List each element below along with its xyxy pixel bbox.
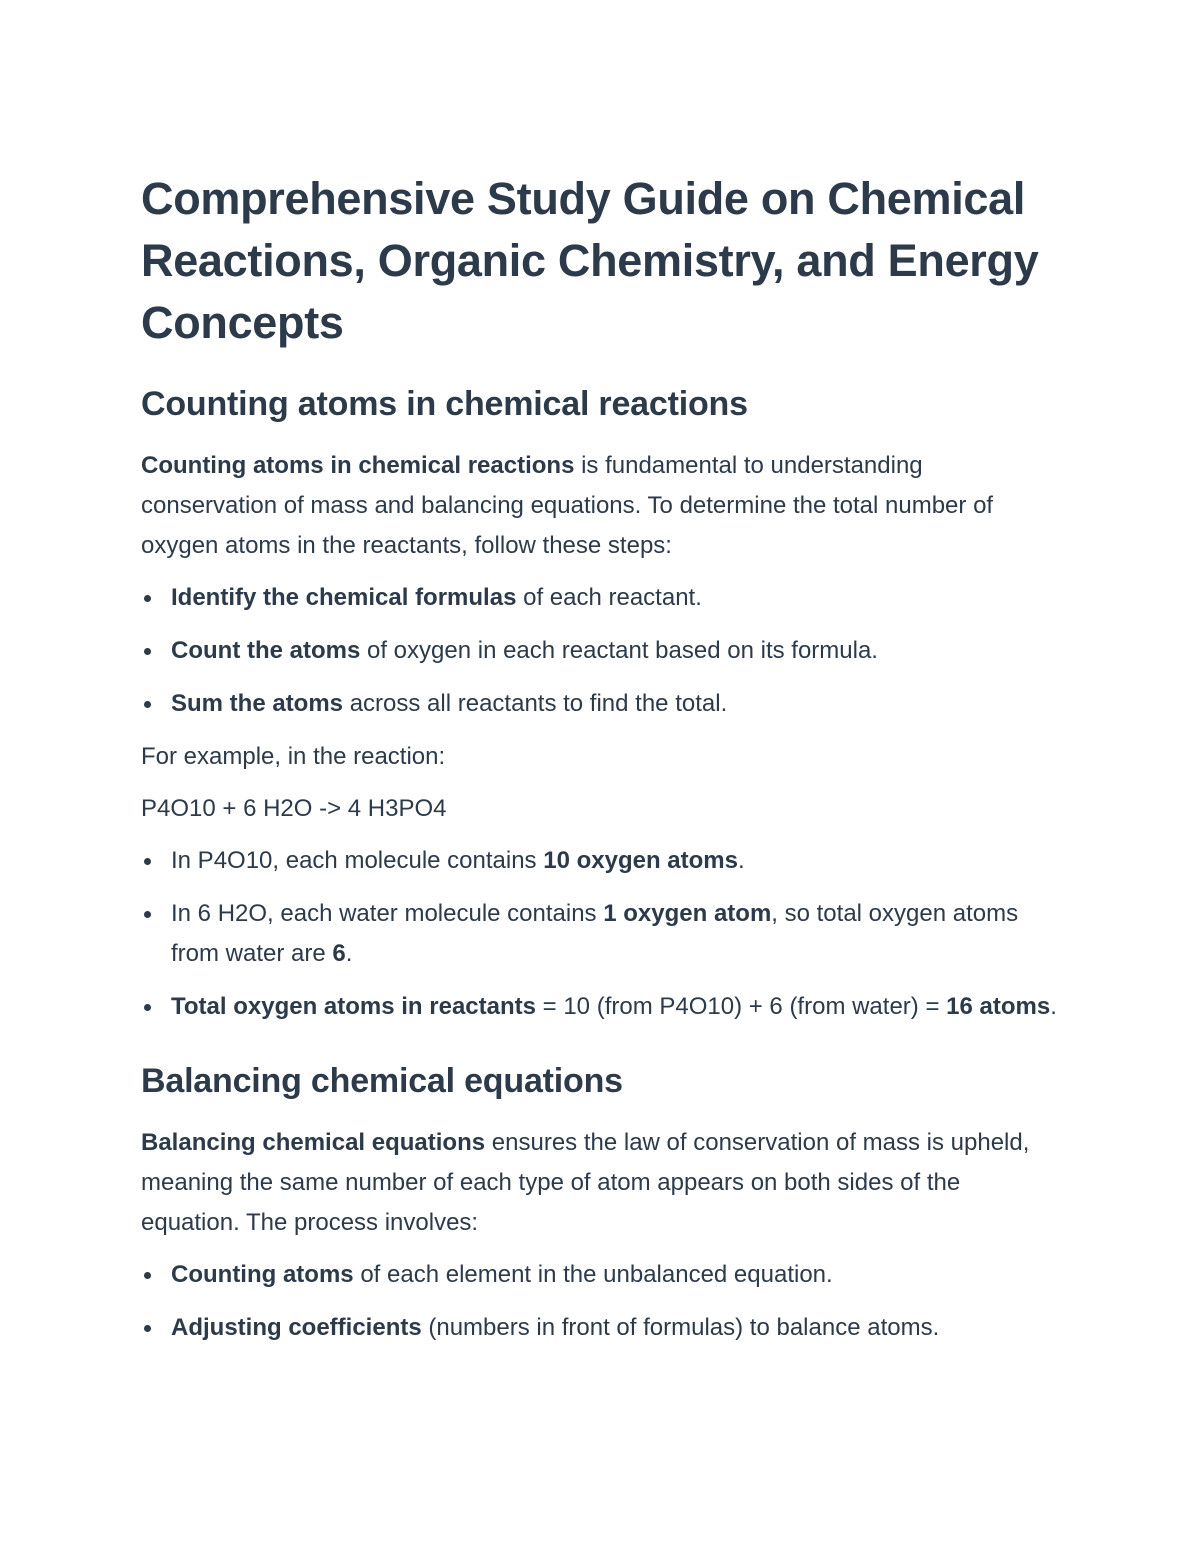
list-item-text: of each element in the unbalanced equation.: [353, 1261, 833, 1288]
bullet-icon: [144, 911, 151, 918]
list-item-text: across all reactants to find the total.: [343, 690, 728, 717]
intro-bold-term: Counting atoms in chemical reactions: [141, 452, 575, 479]
bullet-icon: [144, 595, 151, 602]
list-item: [141, 1255, 1061, 1295]
list-item-bold: Adjusting coefficients: [171, 1314, 422, 1341]
list-item-bold: 6: [332, 940, 346, 967]
intro-bold-term: Balancing chemical equations: [141, 1129, 486, 1156]
bullet-icon: [144, 648, 151, 655]
list-item: [141, 894, 1061, 974]
bullet-icon: [144, 1004, 151, 1011]
list-item-text: of oxygen in each reactant based on its formula.: [360, 637, 878, 664]
section-heading-balancing: Balancing chemical equations: [141, 1062, 623, 1100]
list-item-text: = 10 (from P4O10) + 6 (from water) =: [535, 993, 947, 1020]
list-item: [141, 631, 1061, 671]
list-item: [141, 684, 1061, 724]
list-item: [141, 578, 1061, 618]
bullet-icon: [144, 701, 151, 708]
list-item: [141, 1308, 1061, 1348]
list-item-text: In P4O10, each molecule contains: [171, 847, 544, 874]
section-intro-paragraph: [141, 1123, 1061, 1243]
list-item-text: .: [345, 940, 353, 967]
document-title: Comprehensive Study Guide on Chemical Reactions, Organic Chemistry, and Energy Concepts: [141, 173, 1039, 348]
example-intro: For example, in the reaction:: [141, 743, 446, 770]
list-item-bold: Counting atoms: [171, 1261, 354, 1288]
bullet-icon: [144, 858, 151, 865]
reaction-equation: P4O10 + 6 H2O -> 4 H3PO4: [141, 795, 447, 822]
list-item: [141, 841, 1061, 881]
section-intro-paragraph: [141, 446, 1061, 566]
intro-text: is fundamental to understanding conservation of mass and balancing equations. To determine the total number of oxygen atoms in the reactants, follow these steps:: [141, 452, 994, 559]
document-page: [141, 168, 1061, 1361]
bullet-icon: [144, 1325, 151, 1332]
list-item: [141, 987, 1061, 1027]
list-item-text: In 6 H2O, each water molecule contains: [171, 900, 604, 927]
list-item-bold: Count the atoms: [171, 637, 361, 664]
list-item-text: .: [737, 847, 745, 874]
example-list: [141, 841, 1061, 1027]
list-item-bold: 16 atoms: [946, 993, 1051, 1020]
list-item-bold: Identify the chemical formulas: [171, 584, 517, 611]
list-item-bold: 10 oxygen atoms: [543, 847, 738, 874]
list-item-text: .: [1050, 993, 1057, 1020]
section-heading-counting-atoms: Counting atoms in chemical reactions: [141, 385, 748, 423]
list-item-text: of each reactant.: [516, 584, 702, 611]
list-item-bold: Total oxygen atoms in reactants: [171, 993, 536, 1020]
list-item-bold: Sum the atoms: [171, 690, 344, 717]
steps-list: [141, 578, 1061, 724]
list-item-text: (numbers in front of formulas) to balance atoms.: [421, 1314, 940, 1341]
bullet-icon: [144, 1272, 151, 1279]
list-item-bold: 1 oxygen atom: [603, 900, 772, 927]
intro-text: ensures the law of conservation of mass is upheld, meaning the same number of each type of atom appears on both sides of the equation. The process involves:: [141, 1129, 1030, 1236]
list-item-text: , so total oxygen atoms from water are: [171, 900, 1019, 967]
process-list: [141, 1255, 1061, 1348]
